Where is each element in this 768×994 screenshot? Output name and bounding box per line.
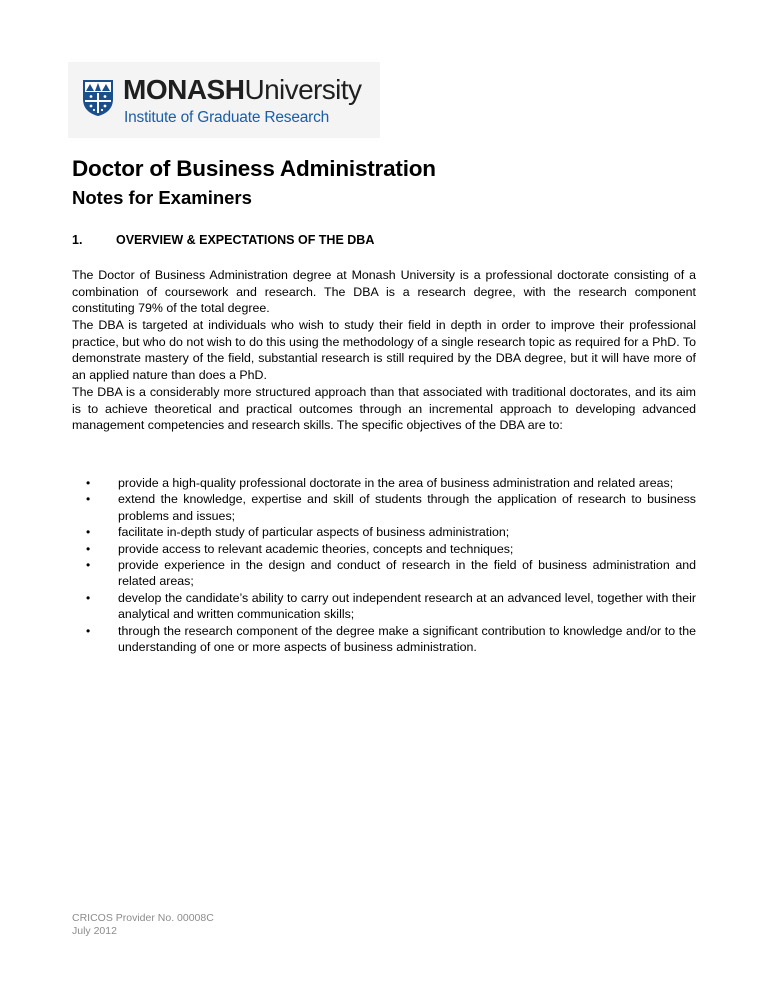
list-item-text: develop the candidate’s ability to carry out independent research at an advanced level, together with their analytical and written communication skills;	[118, 590, 696, 622]
list-item-text: provide experience in the design and conduct of research in the field of business administration and related areas;	[118, 558, 696, 589]
list-item	[72, 524, 696, 540]
list-item	[72, 491, 696, 524]
brand-wordmark	[123, 76, 361, 104]
section-number: 1.	[72, 233, 83, 247]
objectives-list	[72, 475, 696, 655]
bullet-icon: •	[86, 525, 91, 540]
bullet-icon: •	[86, 623, 91, 638]
list-item-text: extend the knowledge, expertise and skill of students through the application of research to business problems and issues;	[118, 492, 696, 523]
page-footer	[72, 912, 214, 938]
brand-name: MONASH	[123, 74, 245, 105]
list-item	[72, 475, 696, 491]
institute-name: Institute of Graduate Research	[124, 109, 330, 126]
paragraph-structure: The DBA is a considerably more structured approach than that associated with traditional doctorates, and its aim is to achieve theoretical and practical outcomes through an incremental approach to developing advanced management competencies and research skills. The specific objectives of the DBA are to:	[72, 385, 696, 433]
list-item	[72, 541, 696, 557]
list-item-text: through the research component of the degree make a significant contribution to knowledge and/or to the understanding of one or more aspects of business administration.	[118, 623, 696, 655]
bullet-icon: •	[86, 590, 91, 605]
list-item	[72, 623, 696, 656]
bullet-icon: •	[86, 541, 91, 556]
bullet-icon: •	[86, 476, 91, 490]
list-item-text: provide a high-quality professional doctorate in the area of business administration and related areas;	[118, 476, 674, 490]
bullet-icon: •	[86, 492, 91, 507]
list-item-text: provide access to relevant academic theories, concepts and techniques;	[118, 541, 514, 556]
section-heading	[72, 233, 374, 247]
paragraph-target-audience: The DBA is targeted at individuals who wish to study their field in depth in order to improve their professional practice, but who do not wish to do this using the methodology of a single research topic as required for a PhD. To demonstrate mastery of the field, substantial research is still required by the DBA degree, but it will have more of an applied nature than does a PhD.	[72, 318, 696, 382]
paragraph-overview: The Doctor of Business Administration degree at Monash University is a professional doctorate consisting of a combination of coursework and research. The DBA is a research degree, with the research component constituting 79% of the total degree.	[72, 268, 696, 316]
brand-university: University	[244, 74, 362, 105]
document-title: Doctor of Business Administration	[72, 156, 436, 181]
bullet-icon: •	[86, 558, 91, 573]
cricos-number: CRICOS Provider No. 00008C	[72, 912, 214, 924]
footer-date: July 2012	[72, 925, 117, 937]
section-title: OVERVIEW & EXPECTATIONS OF THE DBA	[116, 233, 375, 247]
list-item	[72, 557, 696, 590]
document-subtitle: Notes for Examiners	[72, 187, 252, 208]
monash-logo	[68, 62, 380, 138]
list-item-text: facilitate in-depth study of particular aspects of business administration;	[118, 525, 510, 540]
monash-crest-icon	[82, 79, 114, 117]
list-item	[72, 590, 696, 623]
